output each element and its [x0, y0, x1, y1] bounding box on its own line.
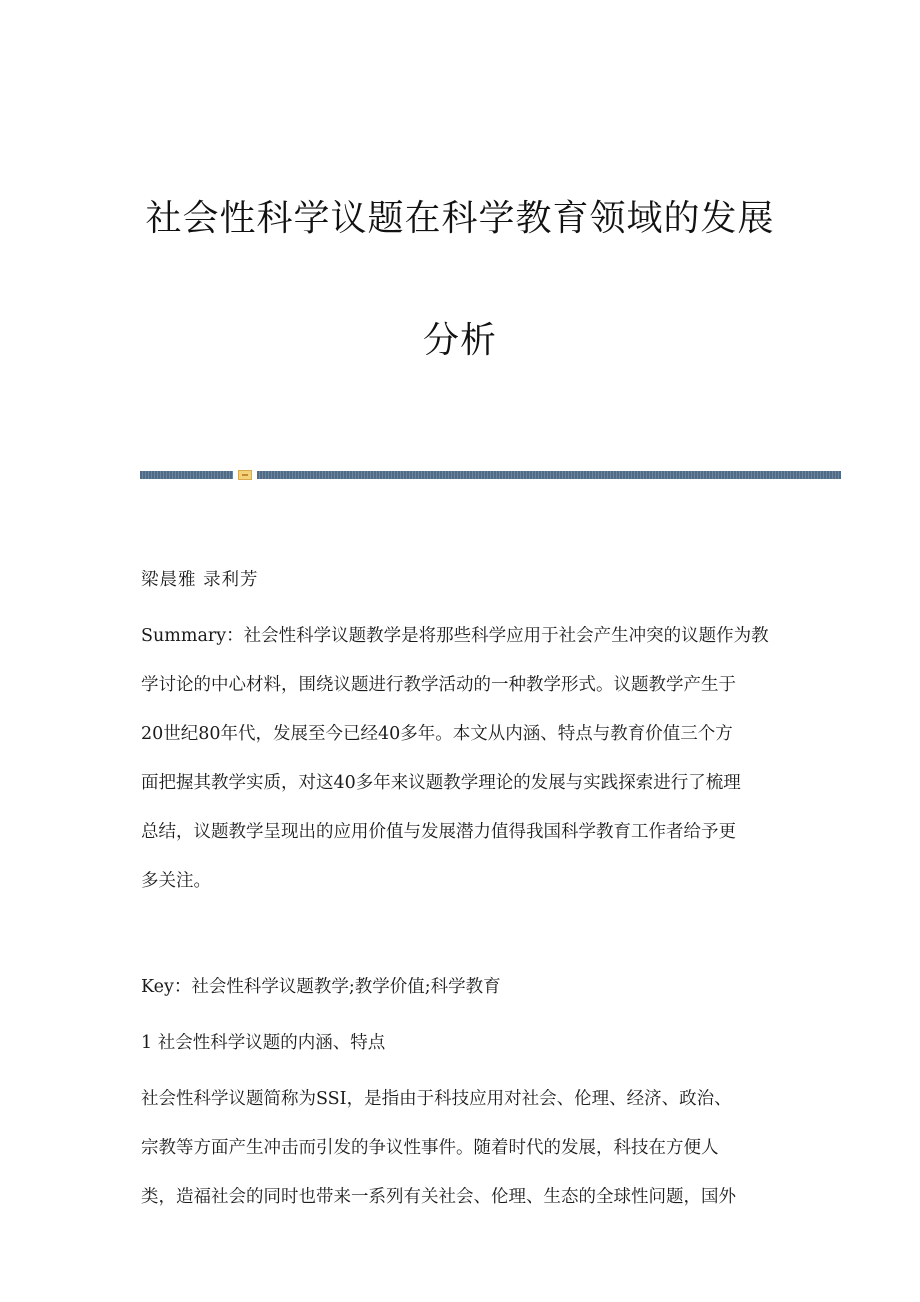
divider-right-segment — [257, 471, 841, 479]
keywords: Key：社会性科学议题教学;教学价值;科学教育 — [141, 977, 501, 997]
body-line: 宗教等方面产生冲击而引发的争议性事件。随着时代的发展，科技在方便人 — [141, 1138, 719, 1158]
summary-line: 面把握其教学实质，对这40多年来议题教学理论的发展与实践探索进行了梳理 — [141, 773, 741, 793]
body-line: 类，造福社会的同时也带来一系列有关社会、伦理、生态的全球性问题，国外 — [141, 1187, 736, 1207]
summary-line: 多关注。 — [141, 871, 211, 891]
summary-line: 20世纪80年代，发展至今已经40多年。本文从内涵、特点与教育价值三个方 — [141, 724, 733, 744]
summary-line: Summary：社会性科学议题教学是将那些科学应用于社会产生冲突的议题作为教 — [141, 626, 769, 646]
divider-left-segment — [140, 471, 233, 479]
document-title-line-1: 社会性科学议题在科学教育领域的发展 — [145, 198, 775, 239]
document-title-line-2: 分析 — [422, 320, 497, 361]
body-line: 社会性科学议题简称为SSI，是指由于科技应用对社会、伦理、经济、政治、 — [141, 1089, 732, 1109]
title-divider — [140, 471, 841, 479]
section-heading: 1 社会性科学议题的内涵、特点 — [141, 1033, 386, 1053]
summary-line: 学讨论的中心材料，围绕议题进行教学活动的一种教学形式。议题教学产生于 — [141, 675, 736, 695]
divider-emblem-icon — [238, 470, 252, 480]
summary-line: 总结，议题教学呈现出的应用价值与发展潜力值得我国科学教育工作者给予更 — [141, 822, 736, 842]
authors: 梁晨雅 录利芳 — [141, 570, 259, 590]
